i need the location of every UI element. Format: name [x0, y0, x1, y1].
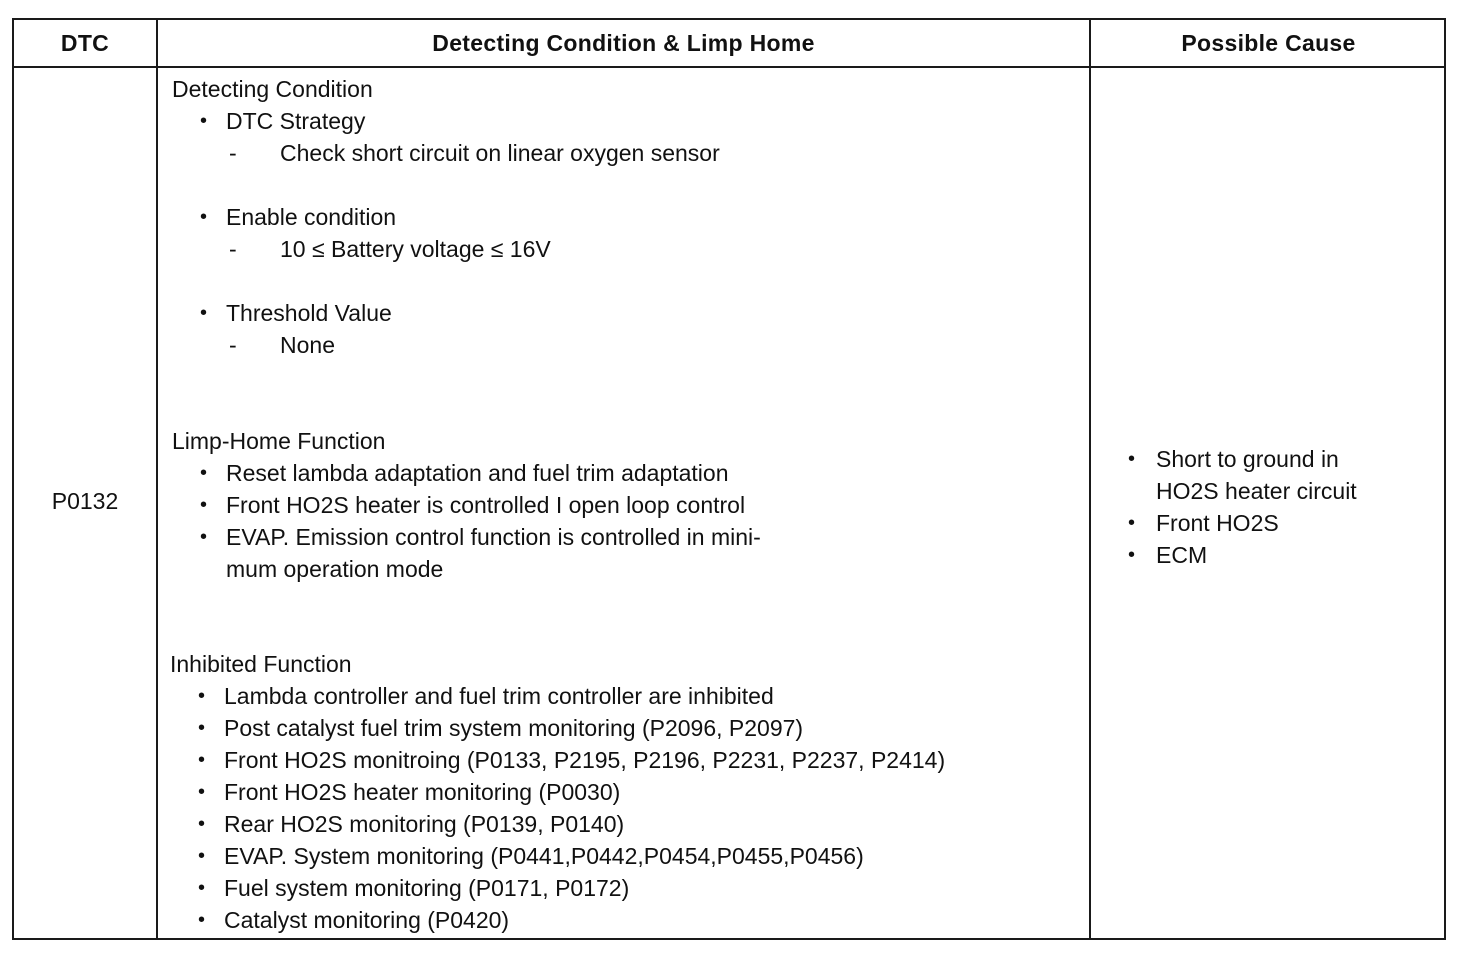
threshold-value: None: [280, 332, 335, 358]
bullet-icon: •: [1128, 448, 1136, 470]
inhibited-item: Lambda controller and fuel trim controller are inhibited: [224, 683, 774, 709]
bullet-icon: •: [198, 685, 206, 707]
inhibited-item: Fuel system monitoring (P0171, P0172): [224, 875, 630, 901]
dtc-code: P0132: [51, 488, 119, 514]
enable-value: 10 ≤ Battery voltage ≤ 16V: [280, 236, 551, 262]
bullet-icon: •: [1128, 544, 1136, 566]
enable-label: Enable condition: [226, 204, 397, 230]
bullet-icon: •: [198, 877, 206, 899]
bullet-icon: •: [200, 494, 208, 516]
dash-icon: -: [229, 332, 237, 358]
inhibited-item: Front HO2S heater monitoring (P0030): [224, 779, 621, 805]
cause-item: ECM: [1156, 542, 1208, 568]
inhibited-title: Inhibited Function: [170, 651, 352, 677]
inhibited-item: Catalyst monitoring (P0420): [224, 907, 510, 933]
bullet-icon: •: [200, 206, 208, 228]
header-condition: Detecting Condition & Limp Home: [432, 29, 815, 56]
cause-item: Short to ground in: [1156, 446, 1339, 472]
cause-item-continued: HO2S heater circuit: [1156, 478, 1357, 504]
bullet-icon: •: [1128, 512, 1136, 534]
bullet-icon: •: [200, 462, 208, 484]
limp-home-item: Front HO2S heater is controlled I open loop control: [226, 492, 746, 518]
limp-home-item-continued: mum operation mode: [226, 556, 444, 582]
bullet-icon: •: [198, 813, 206, 835]
column-divider: [1089, 20, 1091, 938]
cause-item: Front HO2S: [1156, 510, 1279, 536]
bullet-icon: •: [200, 302, 208, 324]
inhibited-item: Post catalyst fuel trim system monitoring (P2096, P2097): [224, 715, 804, 741]
detecting-title: Detecting Condition: [172, 76, 373, 102]
header-divider: [14, 66, 1444, 68]
bullet-icon: •: [198, 909, 206, 931]
inhibited-item: Rear HO2S monitoring (P0139, P0140): [224, 811, 625, 837]
bullet-icon: •: [198, 717, 206, 739]
inhibited-item: Front HO2S monitroing (P0133, P2195, P2196, P2231, P2237, P2414): [224, 747, 946, 773]
dash-icon: -: [229, 236, 237, 262]
strategy-value: Check short circuit on linear oxygen sensor: [280, 140, 720, 166]
column-divider: [156, 20, 158, 938]
limp-home-item: EVAP. Emission control function is controlled in mini-: [226, 524, 761, 550]
header-cause: Possible Cause: [1181, 29, 1356, 56]
threshold-label: Threshold Value: [226, 300, 392, 326]
bullet-icon: •: [200, 110, 208, 132]
bullet-icon: •: [198, 781, 206, 803]
dtc-table: [12, 18, 1446, 940]
limp-home-item: Reset lambda adaptation and fuel trim adaptation: [226, 460, 729, 486]
header-dtc: DTC: [60, 29, 110, 56]
strategy-label: DTC Strategy: [226, 108, 366, 134]
bullet-icon: •: [198, 749, 206, 771]
inhibited-item: EVAP. System monitoring (P0441,P0442,P0454,P0455,P0456): [224, 843, 864, 869]
dash-icon: -: [229, 140, 237, 166]
bullet-icon: •: [198, 845, 206, 867]
bullet-icon: •: [200, 526, 208, 548]
limp-home-title: Limp-Home Function: [172, 428, 386, 454]
